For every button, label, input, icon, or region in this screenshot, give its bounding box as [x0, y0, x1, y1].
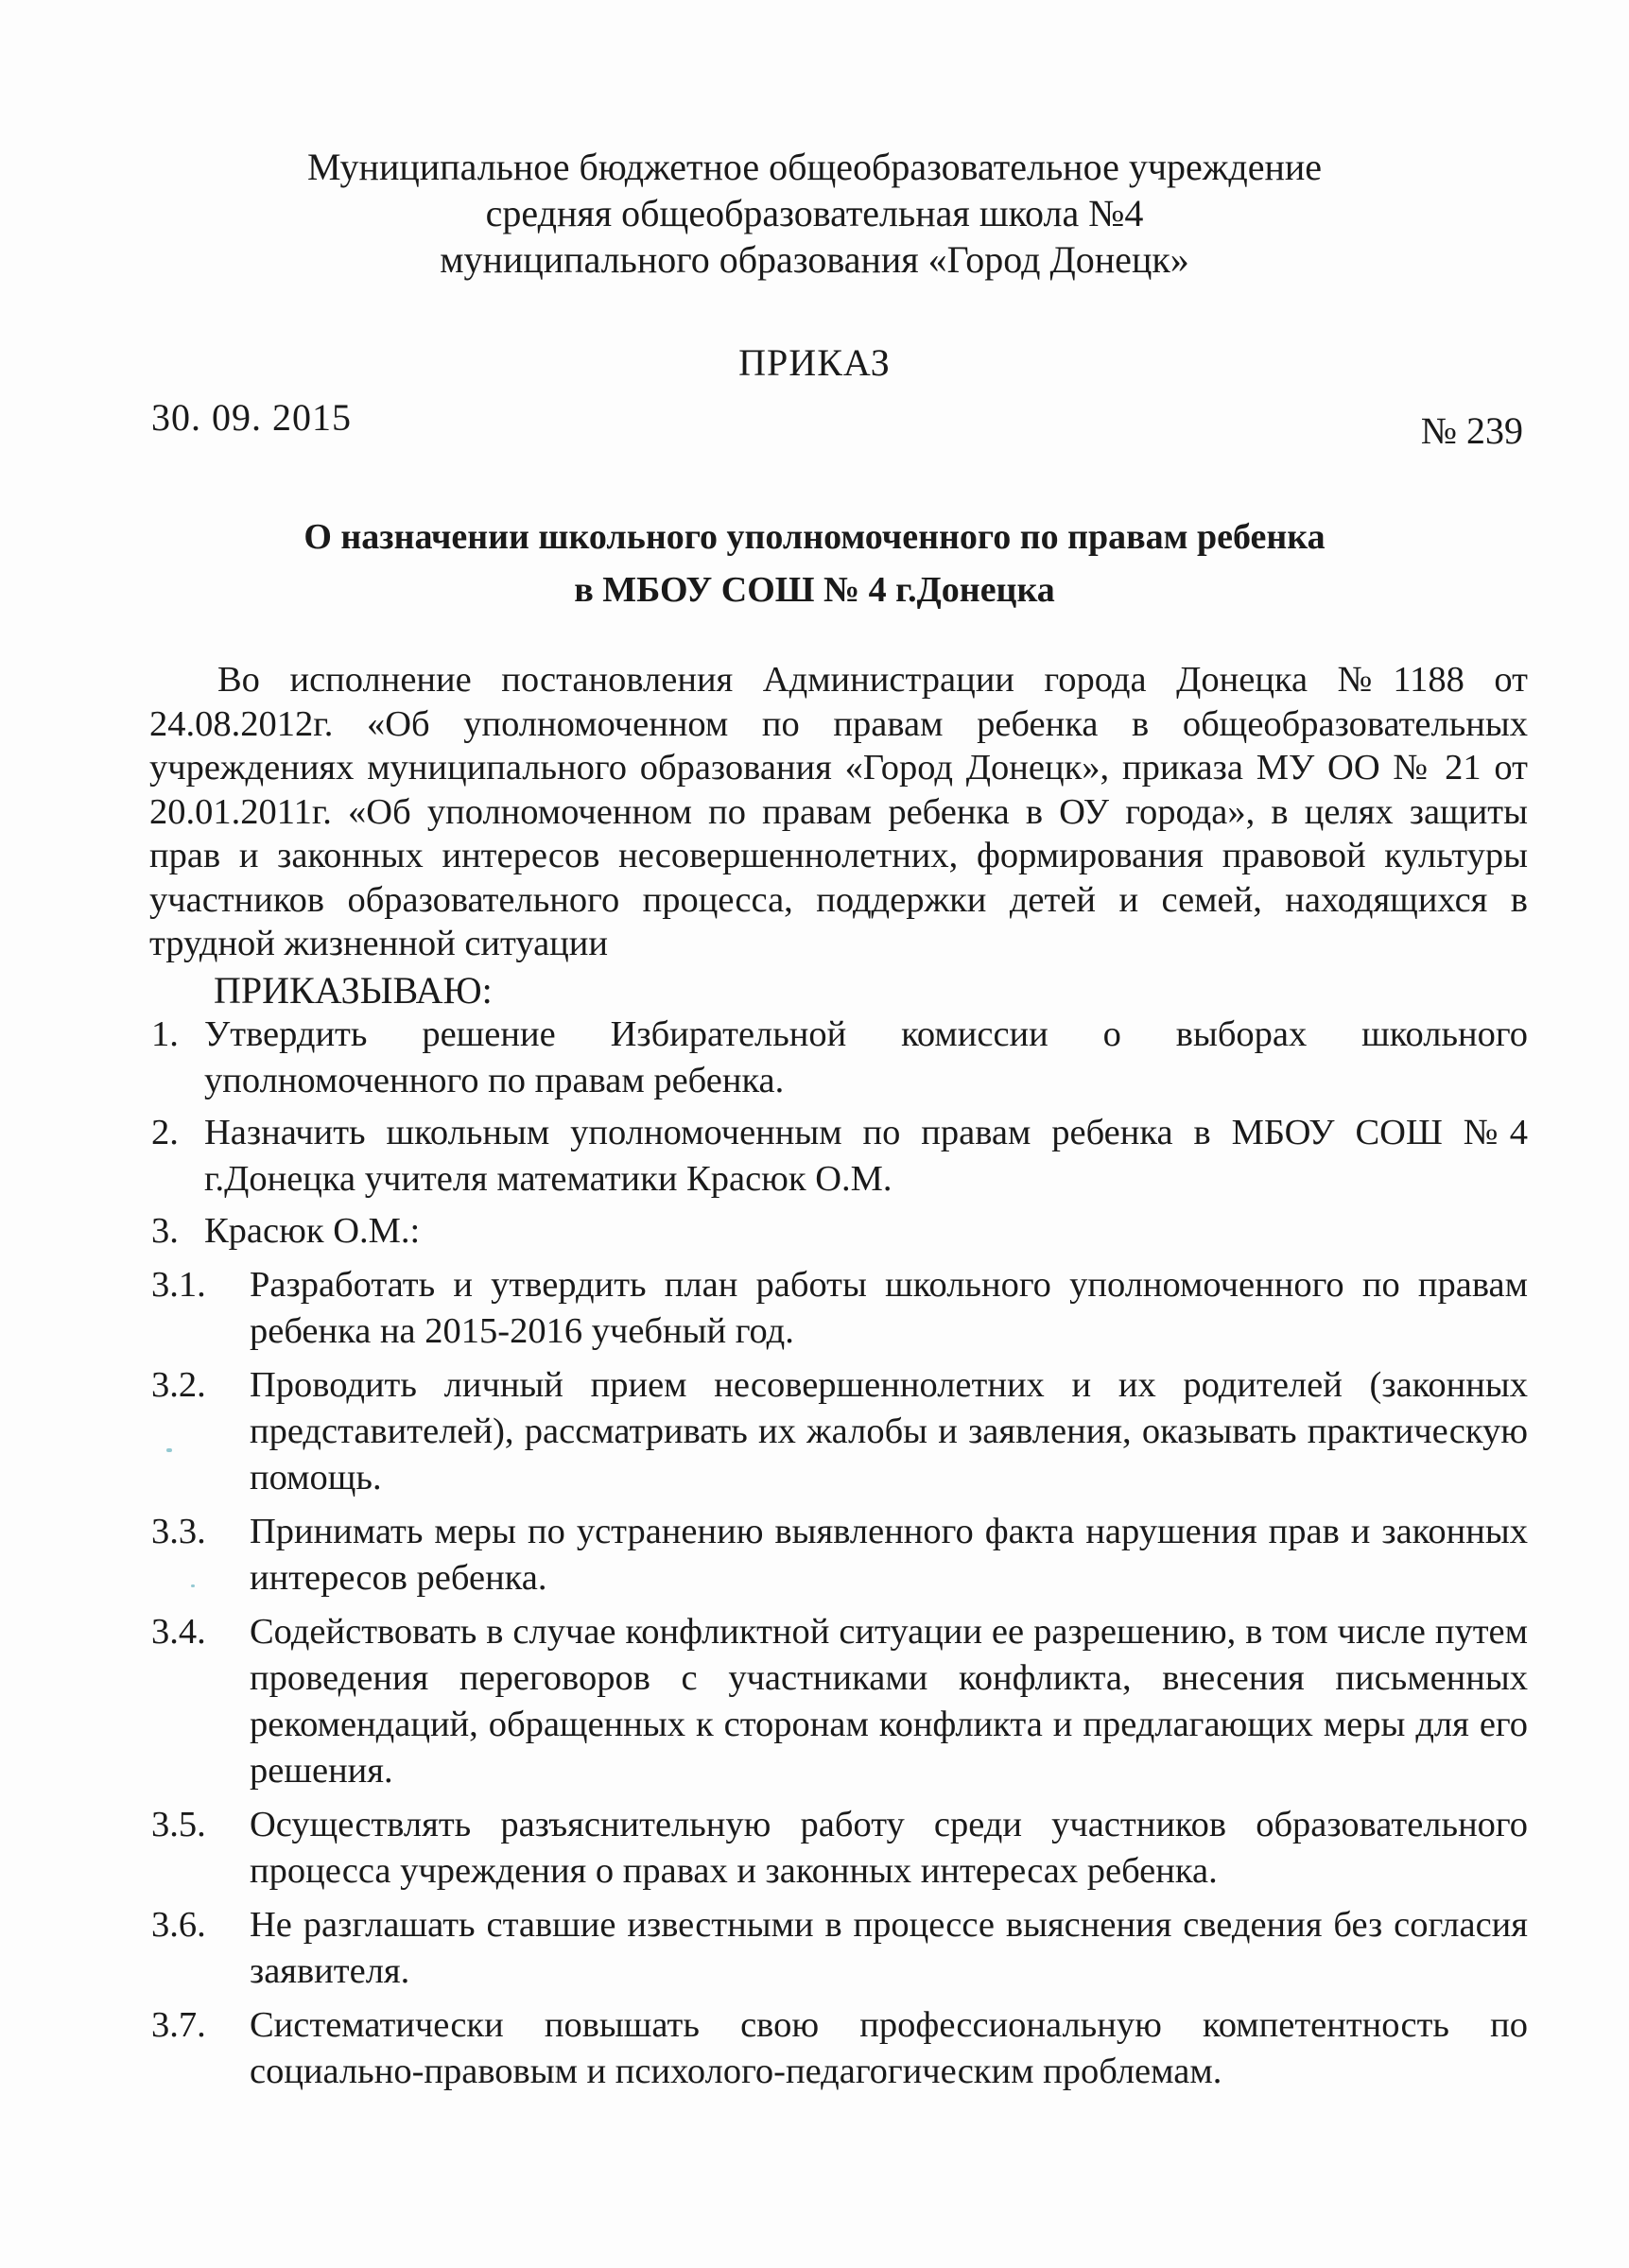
item-text: Красюк О.М.: [204, 1211, 421, 1251]
subitem-number: 3.3. [151, 1512, 206, 1551]
preamble-paragraph: Во исполнение постановления Администрации города Донецка №1188 от 24.08.2012г. «Об уполномоченном по правам ребенка в общеобразовательных учреждениях муниципального образования «Город Донецк», приказа МУ ОО № 21 от 20.01.2011г. «Об уполномоченном по правам ребенка в ОУ города», в целях защиты прав и законных интересов несовершеннолетних, формирования правовой культуры участников образовательного процесса, поддержки детей и семей, находящихся в трудной жизненной ситуации [149, 660, 1528, 963]
subitem-text: Систематически повышать свою профессиональную компетентность по социально-правовым и психолого-педагогическим проблемам. [250, 2005, 1528, 2091]
subitem-number: 3.7. [151, 2005, 206, 2045]
scan-speck [191, 1584, 195, 1587]
institution-line-3: муниципального образования «Город Донецк» [440, 238, 1189, 281]
heading-line-1: О назначении школьного уполномоченного по правам ребенка [303, 517, 1326, 557]
order-word: ПРИКАЗЫВАЮ: [214, 969, 493, 1012]
order-number: № 239 [1420, 409, 1523, 452]
subitem-number: 3.4. [151, 1612, 206, 1652]
subitem-text: Осуществлять разъяснительную работу среди участников образовательного процесса учреждения о правах и законных интересах ребенка. [250, 1805, 1528, 1891]
order-item [151, 1208, 1528, 1255]
subitem-number: 3.2. [151, 1365, 206, 1405]
order-subitem [151, 1902, 1528, 1995]
order-date: 30. 09. 2015 [151, 396, 352, 439]
scan-speck [166, 1448, 172, 1452]
subitem-text: Проводить личный прием несовершеннолетних и их родителей (законных представителей), рассматривать их жалобы и заявления, оказывать практическую помощь. [250, 1365, 1528, 1498]
order-subitem [151, 1802, 1528, 1895]
order-item [151, 1110, 1528, 1203]
order-subitem [151, 2002, 1528, 2095]
subitem-number: 3.1. [151, 1265, 206, 1305]
subitem-text: Не разглашать ставшие известными в процессе выяснения сведения без согласия заявителя. [250, 1905, 1528, 1991]
institution-line-2: средняя общеобразовательная школа №4 [485, 192, 1144, 234]
subitem-text: Разработать и утвердить план работы школьного уполномоченного по правам ребенка на 2015-2016 учебный год. [250, 1265, 1528, 1351]
item-number: 1. [151, 1014, 179, 1054]
order-item [151, 1012, 1528, 1104]
subitem-number: 3.5. [151, 1805, 206, 1844]
item-number: 2. [151, 1113, 179, 1152]
subitem-text: Принимать меры по устранению выявленного факта нарушения прав и законных интересов ребенка. [250, 1512, 1528, 1598]
item-text: Утвердить решение Избирательной комиссии о выборах школьного уполномоченного по правам ребенка. [204, 1014, 1528, 1100]
order-subitem [151, 1262, 1528, 1355]
order-heading [0, 511, 1629, 616]
item-number: 3. [151, 1211, 179, 1251]
order-subitem [151, 1509, 1528, 1601]
order-items [151, 1012, 1528, 2095]
subitem-number: 3.6. [151, 1905, 206, 1945]
institution-line-1: Муниципальное бюджетное общеобразовательное учреждение [306, 146, 1323, 188]
subitem-text: Содействовать в случае конфликтной ситуации ее разрешению, в том числе путем проведения переговоров с участниками конфликта, внесения письменных рекомендаций, обращенных к сторонам конфликта и предлагающих меры для его решения. [250, 1612, 1528, 1791]
order-title: ПРИКАЗ [738, 341, 891, 384]
item-text: Назначить школьным уполномоченным по правам ребенка в МБОУ СОШ №4 г.Донецка учителя математики Красюк О.М. [204, 1113, 1528, 1199]
order-subitem [151, 1609, 1528, 1794]
order-subitem [151, 1362, 1528, 1501]
heading-line-2: в МБОУ СОШ № 4 г.Донецка [574, 570, 1055, 610]
institution-header [0, 144, 1629, 283]
